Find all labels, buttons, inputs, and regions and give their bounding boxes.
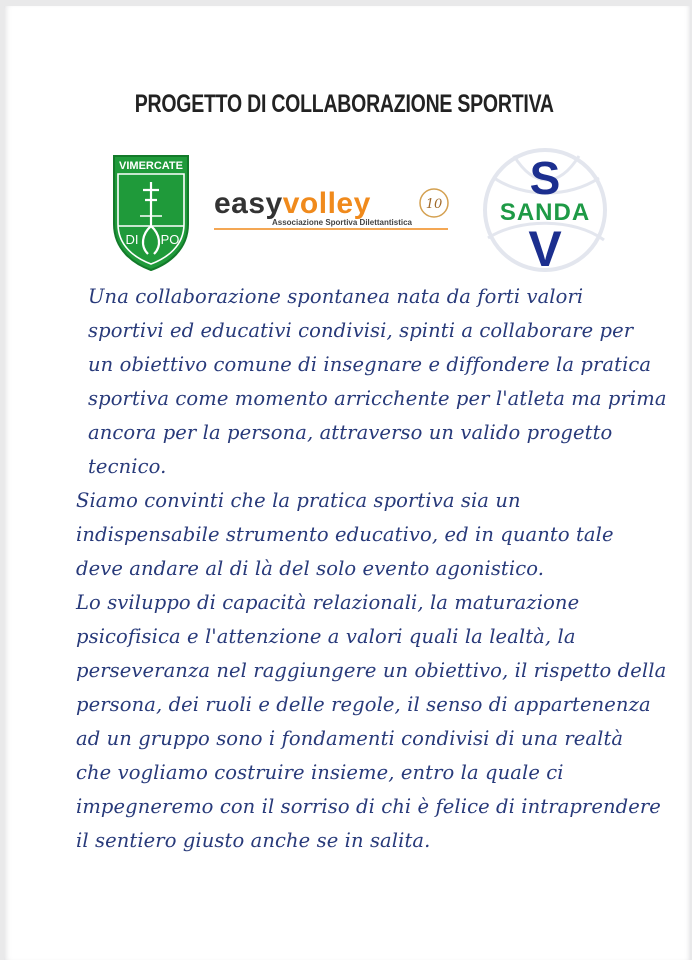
text-line: impegneremo con il sorriso di chi è felice di intraprendere	[76, 795, 661, 818]
text-line: sportiva come momento arricchente per l'atleta ma prima	[88, 387, 667, 410]
text-line: un obiettivo comune di insegnare e diffondere la pratica	[88, 353, 652, 376]
dipo-right-text: PO	[160, 232, 180, 247]
text-line: tecnico.	[88, 455, 167, 478]
text-line: che vogliamo costruire insieme, entro la quale ci	[76, 761, 564, 784]
easyvolley-logo	[212, 183, 452, 237]
easyvolley-subtitle: Associazione Sportiva Dilettantistica	[271, 218, 413, 227]
volley-word: volley	[282, 187, 371, 220]
dipo-vimercate-logo	[112, 154, 190, 272]
page-title: PROGETTO DI COLLABORAZIONE SPORTIVA	[134, 90, 554, 118]
text-line: psicofisica e l'attenzione a valori quali la lealtà, la	[76, 625, 576, 648]
text-line: Lo sviluppo di capacità relazionali, la maturazione	[76, 591, 580, 614]
paragraph-values	[76, 484, 666, 858]
paragraph-collaboration	[88, 280, 667, 484]
text-line: persona, dei ruoli e delle regole, il senso di appartenenza	[76, 693, 651, 716]
text-line: perseveranza nel raggiungere un obiettivo, il rispetto della	[76, 659, 667, 682]
sanda-logo	[474, 148, 616, 274]
sanda-v-letter: V	[528, 221, 562, 274]
text-line: il sentiero giusto anche se in salita.	[76, 829, 431, 852]
text-line: ad un gruppo sono i fondamenti condivisi di una realtà	[76, 727, 624, 750]
dipo-top-text: VIMERCATE	[119, 160, 183, 172]
anniversary-number: 10	[425, 197, 443, 212]
text-line: sportivi ed educativi condivisi, spinti a collaborare per	[88, 319, 634, 342]
text-line: Siamo convinti che la pratica sportiva sia un	[76, 489, 521, 512]
text-line: Una collaborazione spontanea nata da forti valori	[88, 285, 584, 308]
text-line: deve andare al di là del solo evento agonistico.	[76, 557, 545, 580]
easy-word: easy	[214, 187, 283, 220]
text-line: ancora per la persona, attraverso un valido progetto	[88, 421, 613, 444]
svg-text:easyvolley	[214, 187, 371, 220]
dipo-left-text: DI	[125, 232, 139, 247]
text-line: indispensabile strumento educativo, ed in quanto tale	[76, 523, 614, 546]
sanda-name: SANDA	[499, 199, 591, 226]
sanda-s-letter: S	[529, 152, 561, 204]
